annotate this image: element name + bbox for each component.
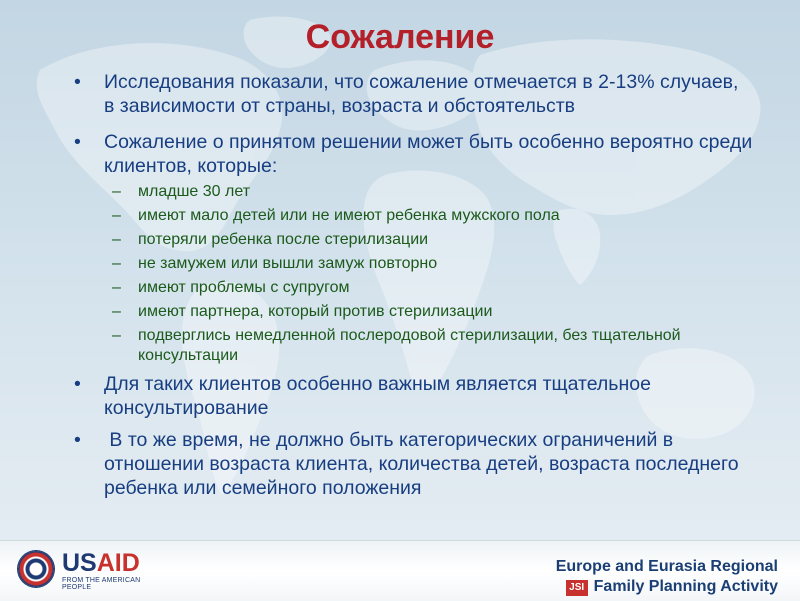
usaid-wordmark-us: US [62, 549, 97, 577]
subbullet-text: потеряли ребенка после стерилизации [138, 231, 429, 248]
bullet-item [74, 130, 754, 178]
dash-marker: – [112, 231, 121, 248]
footer-bar [0, 540, 800, 601]
slide-title: Сожаление [305, 18, 495, 56]
subbullet-item [112, 278, 738, 298]
subbullet-item [112, 254, 738, 274]
dash-marker: – [112, 279, 121, 296]
subbullet-item [112, 182, 738, 202]
subbullet-item [112, 302, 738, 322]
usaid-logo [62, 550, 162, 591]
usaid-seal-icon [18, 551, 54, 587]
bullet-text: Для таких клиентов особенно важным является тщательное консультирование [104, 373, 651, 419]
subbullet-text: младше 30 лет [138, 183, 251, 200]
program-name-line1: Europe and Eurasia Regional [555, 558, 778, 575]
subbullet-item [112, 206, 738, 226]
jsi-logo-icon: JSI [566, 580, 588, 596]
bullet-text: Сожаление о принятом решении может быть особенно вероятно среди клиентов, которые: [104, 131, 753, 177]
usaid-wordmark-aid: AID [96, 549, 140, 577]
program-name [556, 557, 778, 597]
bullet-item [74, 428, 754, 500]
subbullet-text: имеют мало детей или не имеют ребенка мужского пола [138, 207, 560, 224]
bullet-marker: • [74, 71, 81, 93]
bullet-marker: • [74, 131, 81, 153]
dash-marker: – [112, 303, 121, 320]
subbullet-text: подверглись немедленной послеродовой стерилизации, без тщательной консультации [138, 327, 681, 364]
bullet-item [74, 70, 754, 118]
program-name-line2-row [556, 577, 778, 597]
bullet-marker: • [74, 373, 81, 395]
bullet-item [74, 372, 754, 420]
dash-marker: – [112, 183, 121, 200]
usaid-wordmark [62, 550, 162, 576]
dash-marker: – [112, 207, 121, 224]
dash-marker: – [112, 255, 121, 272]
dash-marker: – [112, 327, 121, 344]
usaid-tagline: FROM THE AMERICAN PEOPLE [62, 577, 141, 591]
bullet-text: Исследования показали, что сожаление отмечается в 2-13% случаев, в зависимости от страны, возраста и обстоятельств [104, 71, 739, 117]
bullet-marker: • [74, 429, 81, 451]
subbullet-text: имеют проблемы с супругом [138, 279, 350, 296]
subbullet-item [112, 230, 738, 250]
subbullet-item [112, 326, 738, 366]
subbullet-text: имеют партнера, который против стерилизации [138, 303, 493, 320]
bullet-text: В то же время, не должно быть категорических ограничений в отношении возраста клиента, количества детей, возраста последнего ребенка или семейного положения [104, 429, 744, 499]
program-name-line2: Family Planning Activity [593, 578, 778, 595]
subbullet-text: не замужем или вышли замуж повторно [138, 255, 438, 272]
